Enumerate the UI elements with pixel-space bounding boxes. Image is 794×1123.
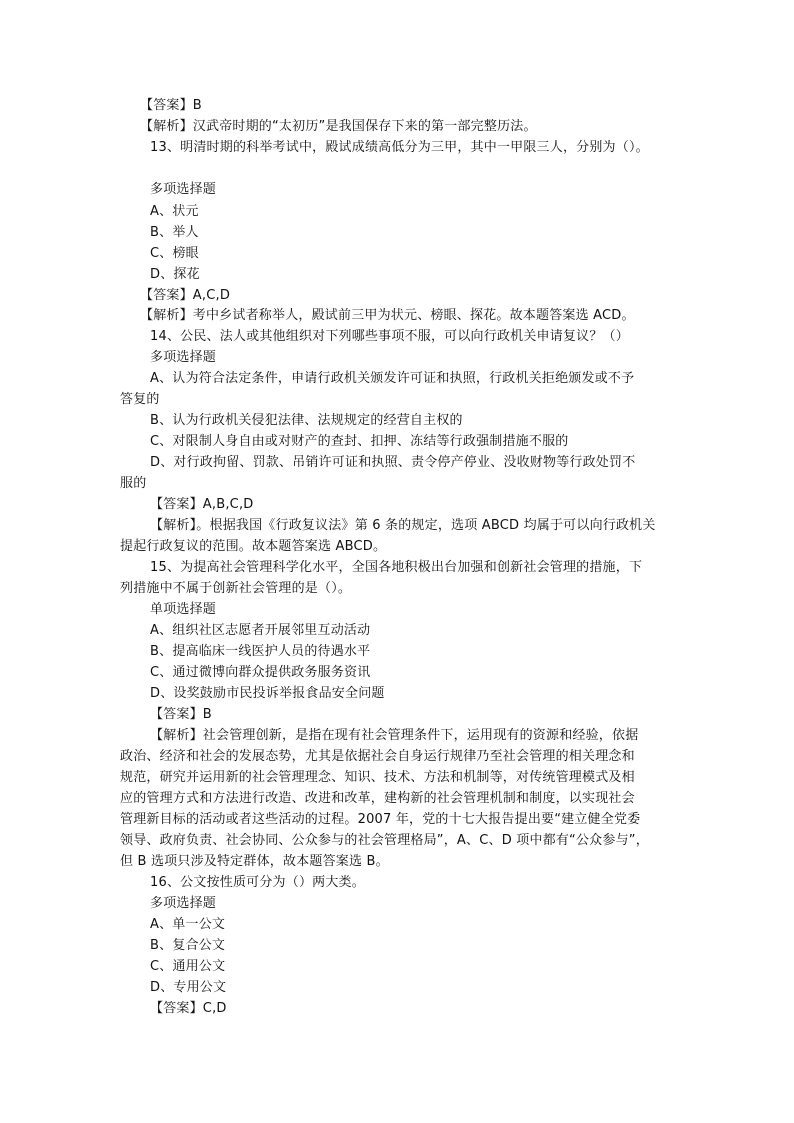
option-a: A、单一公文 bbox=[150, 917, 226, 932]
question-14: 14、公民、法人或其他组织对下列哪些事项不服，可以向行政机关申请复议？（） bbox=[150, 329, 629, 344]
question-15: 15、为提高社会管理科学化水平，全国各地积极出台加强和创新社会管理的措施，下 bbox=[150, 560, 643, 575]
analysis-q15: 【解析】社会管理创新，是指在现有社会管理条件下，运用现有的资源和经验，依据 bbox=[150, 728, 639, 743]
option-a: A、组织社区志愿者开展邻里互动活动 bbox=[150, 623, 371, 638]
analysis-q15-line-7: 但 B 选项只涉及特定群体，故本题答案选 B。 bbox=[120, 854, 389, 869]
question-13: 13、明清时期的科举考试中，殿试成绩高低分为三甲，其中一甲限三人，分别为（）。 bbox=[150, 140, 649, 155]
question-16: 16、公文按性质可分为（）两大类。 bbox=[150, 875, 365, 890]
option-c: C、通用公文 bbox=[150, 959, 226, 974]
option-c: C、对限制人身自由或对财产的查封、扣押、冻结等行政强制措施不服的 bbox=[150, 434, 569, 449]
option-b: B、举人 bbox=[150, 225, 199, 240]
option-b: B、复合公文 bbox=[150, 938, 226, 953]
analysis-q12: 【解析】汉武帝时期的“太初历”是我国保存下来的第一部完整历法。 bbox=[140, 119, 537, 134]
option-d-continuation: 服的 bbox=[120, 476, 147, 491]
option-b: B、认为行政机关侵犯法律、法规规定的经营自主权的 bbox=[150, 413, 463, 428]
analysis-q14-continuation: 提起行政复议的范围。故本题答案选 ABCD。 bbox=[120, 539, 387, 554]
answer-q15: 【答案】B bbox=[150, 707, 212, 722]
option-d: D、探花 bbox=[150, 267, 200, 282]
option-a: A、状元 bbox=[150, 204, 199, 219]
analysis-q15-line-2: 政治、经济和社会的发展态势，尤其是依据社会自身运行规律乃至社会管理的相关理念和 bbox=[120, 749, 635, 764]
analysis-q13: 【解析】考中乡试者称举人，殿试前三甲为状元、榜眼、探花。故本题答案选 ACD。 bbox=[140, 308, 635, 323]
answer-q12: 【答案】B bbox=[140, 98, 202, 113]
option-d: D、对行政拘留、罚款、吊销许可证和执照、责令停产停业、没收财物等行政处罚不 bbox=[150, 455, 636, 470]
question-type: 单项选择题 bbox=[150, 602, 217, 617]
analysis-q15-line-3: 规范，研究并运用新的社会管理理念、知识、技术、方法和机制等，对传统管理模式及相 bbox=[120, 770, 635, 785]
option-a-continuation: 答复的 bbox=[120, 392, 160, 407]
option-d: D、专用公文 bbox=[150, 980, 227, 995]
analysis-q15-line-4: 应的管理方式和方法进行改造、改进和改革，建构新的社会管理机制和制度，以实现社会 bbox=[120, 791, 635, 806]
question-type: 多项选择题 bbox=[150, 896, 217, 911]
question-type: 多项选择题 bbox=[150, 350, 217, 365]
question-type: 多项选择题 bbox=[150, 182, 217, 197]
option-c: C、榜眼 bbox=[150, 246, 199, 261]
analysis-q15-line-5: 管理新目标的活动或者这些活动的过程。2007 年，党的十七大报告提出要“建立健全党委 bbox=[120, 812, 641, 827]
option-a: A、认为符合法定条件，申请行政机关颁发许可证和执照，行政机关拒绝颁发或不予 bbox=[150, 371, 635, 386]
option-b: B、提高临床一线医护人员的待遇水平 bbox=[150, 644, 371, 659]
analysis-q14: 【解析】。根据我国《行政复议法》第 6 条的规定，选项 ABCD 均属于可以向行政机关 bbox=[150, 518, 656, 533]
option-c: C、通过微博向群众提供政务服务资讯 bbox=[150, 665, 371, 680]
question-15-continuation: 列措施中不属于创新社会管理的是（）。 bbox=[120, 581, 352, 596]
analysis-q15-line-6: 领导、政府负责、社会协同、公众参与的社会管理格局”，A、C、D 项中都有“公众参与”， bbox=[120, 833, 649, 848]
answer-q14: 【答案】A,B,C,D bbox=[150, 497, 254, 512]
option-d: D、设奖鼓励市民投诉举报食品安全问题 bbox=[150, 686, 385, 701]
answer-q13: 【答案】A,C,D bbox=[140, 288, 231, 303]
answer-q16: 【答案】C,D bbox=[150, 1001, 227, 1016]
